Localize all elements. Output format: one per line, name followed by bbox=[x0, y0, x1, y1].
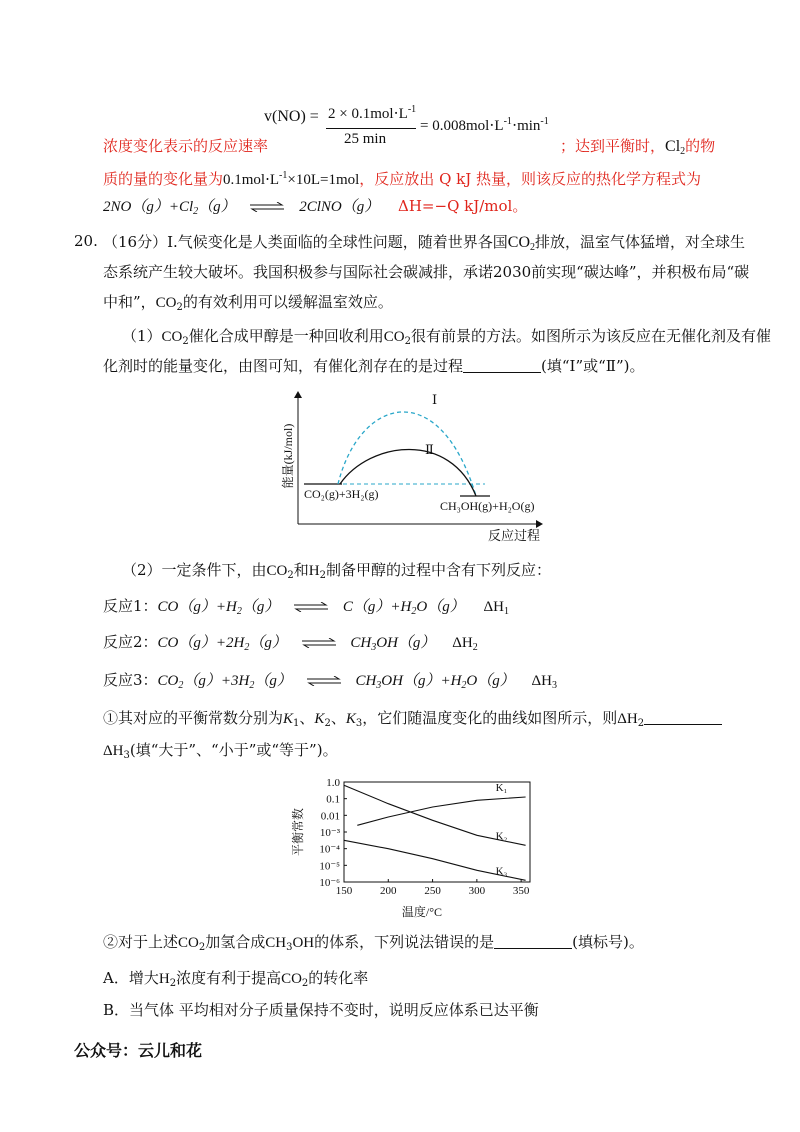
ch3oh-sub: 3 bbox=[286, 942, 293, 953]
r2-right-sub: 3 bbox=[371, 642, 377, 653]
red-line-2 bbox=[103, 166, 701, 190]
k-chart-xtick-label: 150 bbox=[335, 885, 353, 897]
k2-sub: 2 bbox=[324, 718, 331, 729]
footer-text: 公众号：云儿和花 bbox=[74, 1041, 203, 1060]
co2-sub: 2 bbox=[198, 942, 206, 953]
r3-mid: （g） bbox=[254, 673, 292, 689]
answer-blank-1[interactable] bbox=[463, 358, 541, 373]
r1-sub: 2 bbox=[236, 606, 242, 617]
ch3oh-text: CH bbox=[265, 935, 287, 951]
q1-l2: (填“大于”、“小于”或“等于”)。 bbox=[129, 741, 338, 759]
r3-right3: O（g） bbox=[466, 673, 515, 689]
co2-text: CO bbox=[266, 563, 288, 579]
k-chart-xtick-label: 250 bbox=[424, 885, 441, 897]
red-line-3 bbox=[103, 196, 527, 222]
co2-text: CO bbox=[155, 295, 177, 311]
q20-l1: （16分）Ⅰ.气候变化是人类面临的全球性问题，随着世界各国 bbox=[103, 233, 508, 251]
thermo-dh: ΔH=−Q kJ/mol。 bbox=[398, 197, 528, 215]
co2-text: CO bbox=[178, 935, 199, 951]
q20-number: 20. bbox=[74, 232, 98, 250]
p1-l1b: 催化合成甲醇是一种回收利用 bbox=[188, 327, 384, 345]
q1-a: ①其对应的平衡常数分别为 bbox=[103, 709, 284, 727]
part1-line-1 bbox=[122, 326, 771, 352]
equilibrium-arrow bbox=[294, 602, 328, 612]
r2-right: CH bbox=[350, 635, 372, 651]
k1-text: K bbox=[283, 711, 294, 727]
k-series-label-1: K₁ bbox=[495, 782, 508, 794]
rate-formula bbox=[264, 108, 319, 126]
q20-l1-end: 排放，温室气体猛增，对全球生 bbox=[535, 233, 746, 251]
question-number bbox=[74, 232, 98, 250]
opt-a-a: A．增大 bbox=[103, 969, 159, 987]
r2-sub: 2 bbox=[244, 642, 250, 653]
k-chart-ytick-label: 10⁻⁶ bbox=[319, 877, 340, 889]
r3-left: CO bbox=[157, 673, 179, 689]
opt-b: B．当气体 平均相对分子质量保持不变时，说明反应体系已达平衡 bbox=[103, 1001, 539, 1019]
option-b bbox=[103, 1000, 539, 1020]
r2-dh: ΔH bbox=[452, 635, 473, 651]
q20-l2: 态系统产生较大破坏。我国积极参与国际社会碳减排，承诺2030前实现“碳达峰”，并积极布局“碳 bbox=[103, 263, 750, 281]
k-chart-ytick-label: 0.01 bbox=[320, 810, 340, 823]
red-l2c-math: ×10L=1mol bbox=[287, 172, 360, 188]
products-label: CH₃OH(g)+H₂O(g) bbox=[440, 499, 535, 513]
cl2-sub: 2 bbox=[680, 146, 686, 157]
formula-lhs: v(NO) = bbox=[264, 108, 319, 125]
p1-l2: 化剂时的能量变化，由图可知，有催化剂存在的是过程 bbox=[103, 357, 464, 375]
r2-right2: OH（g） bbox=[376, 635, 436, 651]
p1-l1c: 很有前景的方法。如图所示为该反应在无催化剂及有催 bbox=[411, 327, 772, 345]
part1-line-2 bbox=[103, 356, 645, 376]
red-line-1b bbox=[560, 136, 715, 162]
co2-text: CO bbox=[507, 234, 531, 251]
co2-sub: 2 bbox=[404, 336, 411, 347]
q20-line-2 bbox=[103, 262, 749, 282]
k1-sub: 1 bbox=[293, 718, 300, 729]
denominator-text: 25 min bbox=[344, 131, 387, 147]
formula-denominator bbox=[344, 131, 386, 148]
energy-y-label: 能量(kJ/mol) bbox=[281, 423, 295, 489]
result-exp1: -1 bbox=[503, 116, 512, 127]
co2-sub: 2 bbox=[176, 302, 183, 313]
q2-c: 的体系，下列说法错误的是 bbox=[314, 933, 495, 951]
thermo-eq-sub: 2 bbox=[193, 206, 199, 217]
numerator-exp: -1 bbox=[407, 104, 417, 115]
red-l2d: ，反应放出 Q kJ 热量，则该反应的热化学方程式为 bbox=[359, 170, 702, 188]
r1-dh-sub: 1 bbox=[504, 606, 509, 617]
q1-line-2 bbox=[103, 740, 338, 766]
q1-dh: ΔH bbox=[617, 711, 638, 727]
co2-text: CO bbox=[161, 329, 183, 345]
fraction-bar bbox=[326, 128, 416, 129]
h2-sub: 2 bbox=[319, 570, 326, 581]
r3-co2-sub: 2 bbox=[178, 680, 184, 691]
r1-label: 反应1： bbox=[103, 597, 158, 615]
red-line-1 bbox=[103, 136, 268, 156]
r1-right-sub: 2 bbox=[411, 606, 417, 617]
formula-numerator bbox=[328, 104, 416, 123]
thermo-eq-right: 2ClNO（g） bbox=[299, 199, 380, 215]
r3-label: 反应3： bbox=[103, 671, 158, 689]
q2-a: ②对于上述 bbox=[103, 933, 179, 951]
red-l1a: 浓度变化表示的反应速率 bbox=[103, 137, 269, 155]
co2-text: CO bbox=[383, 329, 405, 345]
k-chart-ylabel: 平衡常数 bbox=[291, 807, 305, 857]
p1-l1a: （1） bbox=[122, 327, 162, 345]
thermo-eq-mid: （g） bbox=[198, 199, 236, 215]
co2-sub: 2 bbox=[530, 242, 536, 253]
p2-intro-c: 制备甲醇的过程中含有下列反应： bbox=[326, 561, 552, 579]
co2-sub: 2 bbox=[287, 570, 294, 581]
q20-l3b: 的有效利用可以缓解温室效应。 bbox=[182, 293, 393, 311]
p2-intro-a: （2）一定条件下，由 bbox=[122, 561, 267, 579]
k-chart-xtick-label: 350 bbox=[512, 885, 530, 897]
curve-1-label: Ⅰ bbox=[432, 392, 438, 407]
opt-a-b: 浓度有利于提高 bbox=[176, 969, 282, 987]
r2-left: CO（g）+2H bbox=[157, 635, 245, 651]
q1-dh-sub: 2 bbox=[637, 718, 645, 729]
q20-line-3 bbox=[103, 292, 393, 318]
q2-end: (填标号)。 bbox=[572, 933, 644, 951]
k-chart-xtick-label: 200 bbox=[380, 885, 397, 897]
r1-left: CO（g）+H bbox=[157, 599, 237, 615]
p2-intro-b: 和 bbox=[293, 561, 309, 579]
result-mid: ⋅min bbox=[511, 118, 541, 134]
equilibrium-arrow bbox=[250, 202, 284, 212]
option-a bbox=[103, 968, 368, 994]
curve-2-label: Ⅱ bbox=[425, 442, 434, 457]
r2-label: 反应2： bbox=[103, 633, 158, 651]
red-l1b: ；达到平衡时， bbox=[560, 137, 666, 155]
co2-sub: 2 bbox=[182, 336, 189, 347]
k-chart bbox=[282, 772, 542, 922]
k-chart-ytick-label: 0.1 bbox=[326, 793, 340, 806]
r2-dh-sub: 2 bbox=[472, 642, 478, 653]
k-chart-ytick-label: 10⁻⁴ bbox=[319, 843, 340, 856]
k-chart-xlabel: 温度/°C bbox=[401, 905, 443, 919]
r3-left2: （g）+3H bbox=[183, 673, 250, 689]
k-chart-ytick-label: 1.0 bbox=[326, 777, 340, 789]
thermo-eq-left: 2NO（g）+Cl bbox=[103, 199, 194, 215]
red-l1c: 的物 bbox=[685, 137, 716, 155]
q2-line bbox=[103, 932, 644, 958]
numerator-text: 2 × 0.1mol⋅L bbox=[328, 106, 408, 122]
k3-sub: 3 bbox=[355, 718, 363, 729]
r3-dh-sub: 3 bbox=[552, 680, 558, 691]
k-series-label-3: K₃ bbox=[495, 865, 508, 878]
co2-sub: 2 bbox=[301, 978, 309, 989]
ch3oh-end: OH bbox=[292, 935, 315, 951]
h2-text: H bbox=[158, 971, 170, 987]
equilibrium-arrow bbox=[307, 676, 341, 686]
red-l2b-math: 0.1mol⋅L bbox=[223, 172, 280, 188]
energy-x-label: 反应过程 bbox=[488, 528, 541, 543]
p1-l2-end: (填“Ⅰ”或“Ⅱ”)。 bbox=[541, 357, 645, 375]
r3-h2-sub: 2 bbox=[249, 680, 255, 691]
r1-dh: ΔH bbox=[483, 599, 504, 615]
result-exp2: -1 bbox=[540, 116, 549, 127]
q1-line-1: ①其对应的平衡常数分别为$K_1$、$K_2$、$K_3$，它们随温度变化的曲线如图所示，则$\Delta H_2$ bbox=[103, 708, 722, 734]
reaction-2 bbox=[103, 632, 478, 658]
k-series-label-2: K₂ bbox=[495, 830, 508, 843]
r3-right-sub: 3 bbox=[376, 680, 382, 691]
curve-1-uncatalyzed bbox=[338, 412, 476, 496]
r3-h2o-sub: 2 bbox=[461, 680, 467, 691]
r3-right: CH bbox=[355, 673, 377, 689]
reaction-1 bbox=[103, 596, 509, 622]
k2-text: K bbox=[314, 711, 325, 727]
result-text: = 0.008mol⋅L bbox=[420, 118, 504, 134]
equilibrium-arrow bbox=[302, 638, 336, 648]
formula-result bbox=[420, 116, 549, 135]
reactants-label: CO₂(g)+3H₂(g) bbox=[304, 487, 379, 501]
q1-l2-dh: ΔH bbox=[103, 743, 124, 759]
cl2-text: Cl bbox=[665, 138, 681, 155]
energy-diagram bbox=[280, 386, 550, 544]
opt-a-c: 的转化率 bbox=[308, 969, 369, 987]
answer-blank-2[interactable] bbox=[644, 710, 722, 725]
k-chart-ytick-label: 10⁻³ bbox=[319, 827, 340, 839]
answer-blank-3[interactable] bbox=[494, 934, 572, 949]
q20-l3a: 中和”， bbox=[103, 293, 156, 311]
red-l2a: 质的量的变化量为 bbox=[103, 170, 224, 188]
q2-b: 加氢合成 bbox=[205, 933, 266, 951]
r1-right2: O（g） bbox=[416, 599, 465, 615]
h2-sub: 2 bbox=[169, 978, 177, 989]
h2-text: H bbox=[308, 563, 320, 579]
red-l2b-exp: -1 bbox=[279, 170, 288, 181]
r1-right: C（g）+H bbox=[342, 599, 412, 615]
r2-mid: （g） bbox=[249, 635, 287, 651]
k-chart-series bbox=[344, 782, 526, 880]
footer-watermark bbox=[74, 1038, 202, 1061]
k-chart-ytick-label: 10⁻⁵ bbox=[319, 860, 340, 873]
k3-text: K bbox=[345, 711, 356, 727]
q1-l2-sub: 3 bbox=[123, 750, 130, 761]
co2-text: CO bbox=[281, 971, 302, 987]
r3-dh: ΔH bbox=[531, 673, 553, 689]
part2-intro bbox=[122, 560, 551, 586]
q1-b: ，它们随温度变化的曲线如图所示，则 bbox=[362, 709, 618, 727]
k-chart-xtick-label: 300 bbox=[468, 885, 486, 897]
r3-right2: OH（g）+H bbox=[381, 673, 462, 689]
q20-line-1 bbox=[103, 232, 745, 258]
r1-mid: （g） bbox=[241, 599, 280, 615]
reaction-3 bbox=[103, 670, 557, 696]
